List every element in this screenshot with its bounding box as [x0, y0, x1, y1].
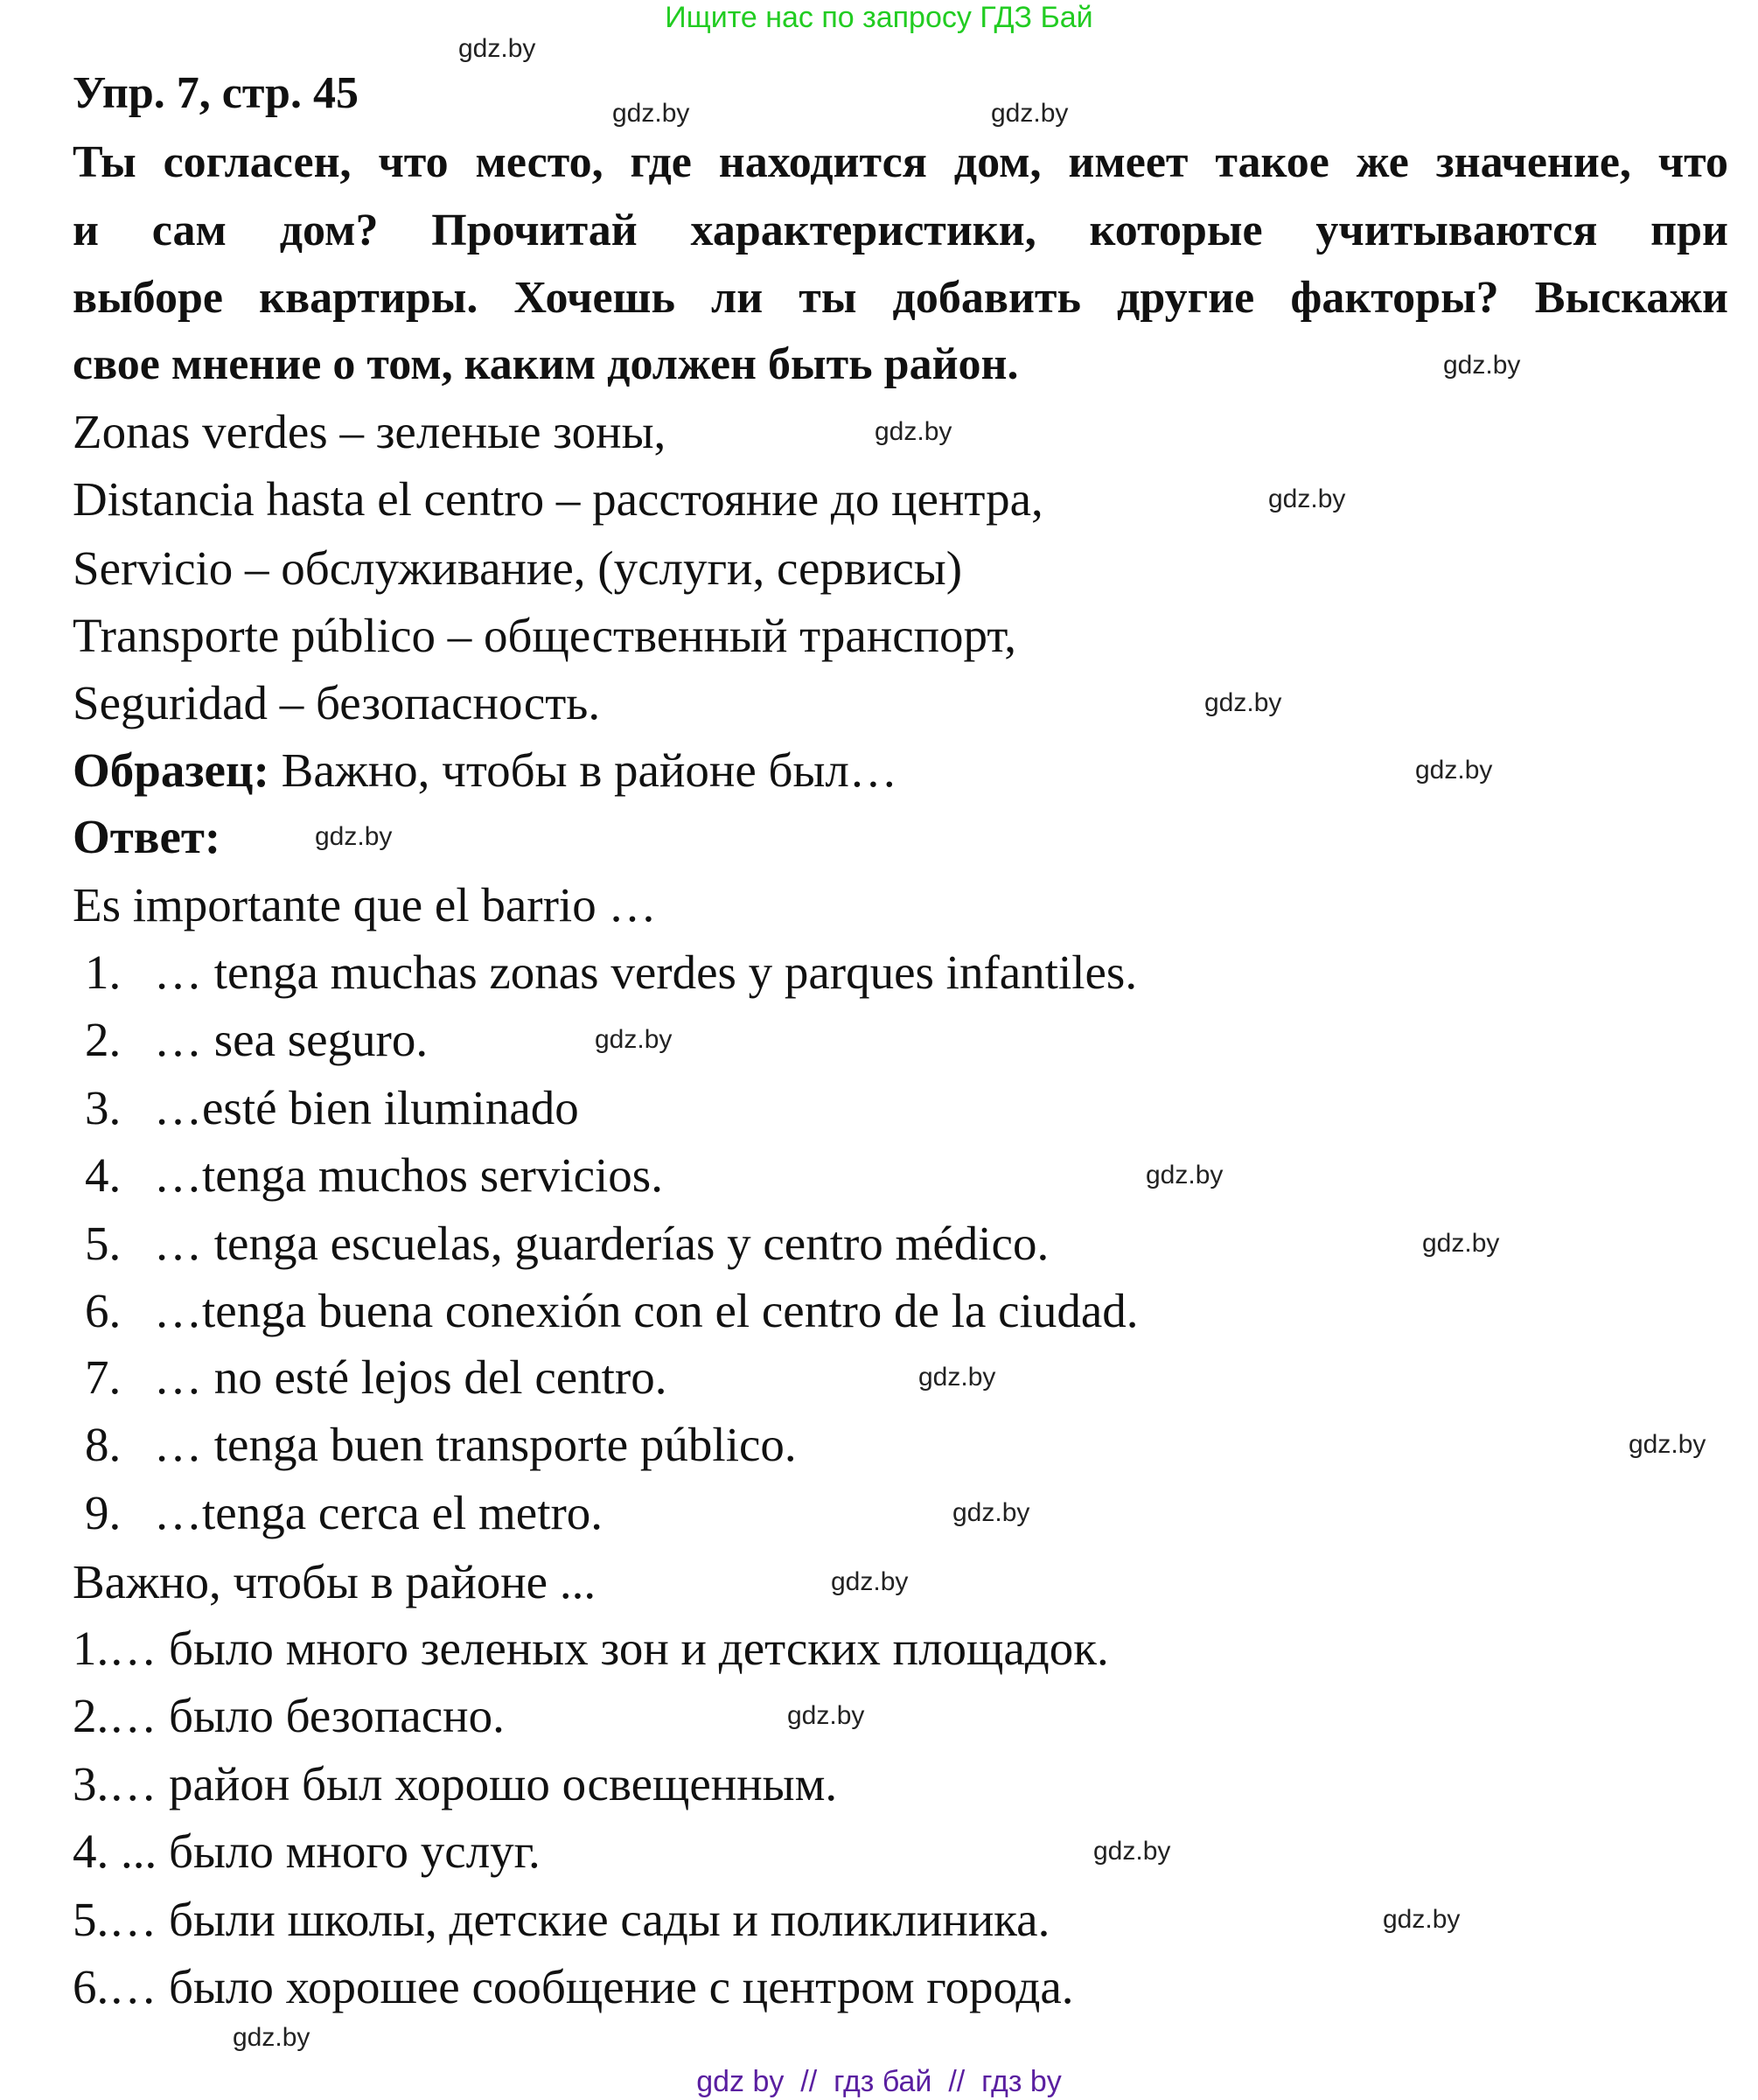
- watermark: gdz.by: [1415, 756, 1493, 785]
- watermark: gdz.by: [991, 99, 1069, 128]
- list-item: 3.… район был хорошо освещенным.: [73, 1757, 838, 1810]
- answer-label: Ответ:: [73, 810, 221, 863]
- watermark: gdz.by: [831, 1567, 909, 1596]
- list-item: 4. …tenga muchos servicios.: [85, 1148, 663, 1202]
- list-item: 1.… было много зеленых зон и детских площадок.: [73, 1622, 1109, 1675]
- exercise-title: Упр. 7, стр. 45: [73, 68, 359, 118]
- watermark: gdz.by: [1629, 1430, 1706, 1459]
- watermark: gdz.by: [1443, 351, 1521, 380]
- list-item: 9. …tenga cerca el metro.: [85, 1486, 603, 1539]
- list-item: 7. … no esté lejos del centro.: [85, 1350, 667, 1404]
- list-item: 8. … tenga buen transporte público.: [85, 1418, 797, 1471]
- watermark: gdz.by: [1268, 485, 1346, 513]
- russian-intro: Важно, чтобы в районе ...: [73, 1555, 596, 1608]
- list-item: 3. …esté bien iluminado: [85, 1081, 579, 1134]
- task-line: Ты согласен, что место, где находится дом, имеет такое же значение, что: [73, 137, 1728, 187]
- watermark: gdz.by: [233, 2023, 310, 2052]
- vocab-line: Transporte público – общественный транспорт,: [73, 609, 1016, 662]
- watermark: gdz.by: [612, 99, 690, 128]
- list-item: 2.… было безопасно.: [73, 1689, 505, 1742]
- watermark: gdz.by: [315, 822, 393, 851]
- search-banner: Ищите нас по запросу ГДЗ Бай: [665, 1, 1093, 34]
- vocab-line: Zonas verdes – зеленые зоны,: [73, 405, 666, 458]
- list-item: 6. …tenga buena conexión con el centro de la ciudad.: [85, 1284, 1139, 1337]
- vocab-line: Seguridad – безопасность.: [73, 676, 601, 729]
- sample-label: Образец:: [73, 743, 269, 797]
- watermark: gdz.by: [1383, 1905, 1461, 1934]
- task-line: и сам дом? Прочитай характеристики, которые учитываются при: [73, 206, 1728, 255]
- footer-links: gdz by // гдз бай // гдз by: [696, 2065, 1062, 2098]
- vocab-line: Servicio – обслуживание, (услуги, сервисы): [73, 541, 963, 595]
- watermark: gdz.by: [787, 1701, 865, 1730]
- task-line: свое мнение о том, каким должен быть район.: [73, 339, 1019, 389]
- list-item: 6.… было хорошее сообщение с центром города.: [73, 1960, 1074, 2013]
- list-item: 4. ... было много услуг.: [73, 1824, 541, 1878]
- list-item: 1. … tenga muchas zonas verdes y parques infantiles.: [85, 945, 1138, 999]
- watermark: gdz.by: [1146, 1161, 1224, 1190]
- list-item: 2. … sea seguro.: [85, 1013, 429, 1066]
- sample-text: Важно, чтобы в районе был…: [269, 743, 897, 797]
- watermark: gdz.by: [1093, 1837, 1171, 1866]
- watermark: gdz.by: [1422, 1229, 1500, 1258]
- watermark: gdz.by: [458, 34, 536, 63]
- sample-line: [73, 744, 897, 797]
- task-line: выборе квартиры. Хочешь ли ты добавить другие факторы? Выскажи: [73, 273, 1728, 323]
- watermark: gdz.by: [1204, 688, 1282, 717]
- watermark: gdz.by: [875, 417, 952, 446]
- watermark: gdz.by: [952, 1498, 1030, 1527]
- vocab-line: Distancia hasta el centro – расстояние до центра,: [73, 472, 1043, 526]
- list-item: 5.… были школы, детские сады и поликлиника.: [73, 1893, 1050, 1946]
- watermark: gdz.by: [595, 1025, 673, 1054]
- spanish-intro: Es importante que el barrio …: [73, 878, 657, 931]
- list-item: 5. … tenga escuelas, guarderías y centro médico.: [85, 1217, 1050, 1270]
- watermark: gdz.by: [918, 1363, 996, 1392]
